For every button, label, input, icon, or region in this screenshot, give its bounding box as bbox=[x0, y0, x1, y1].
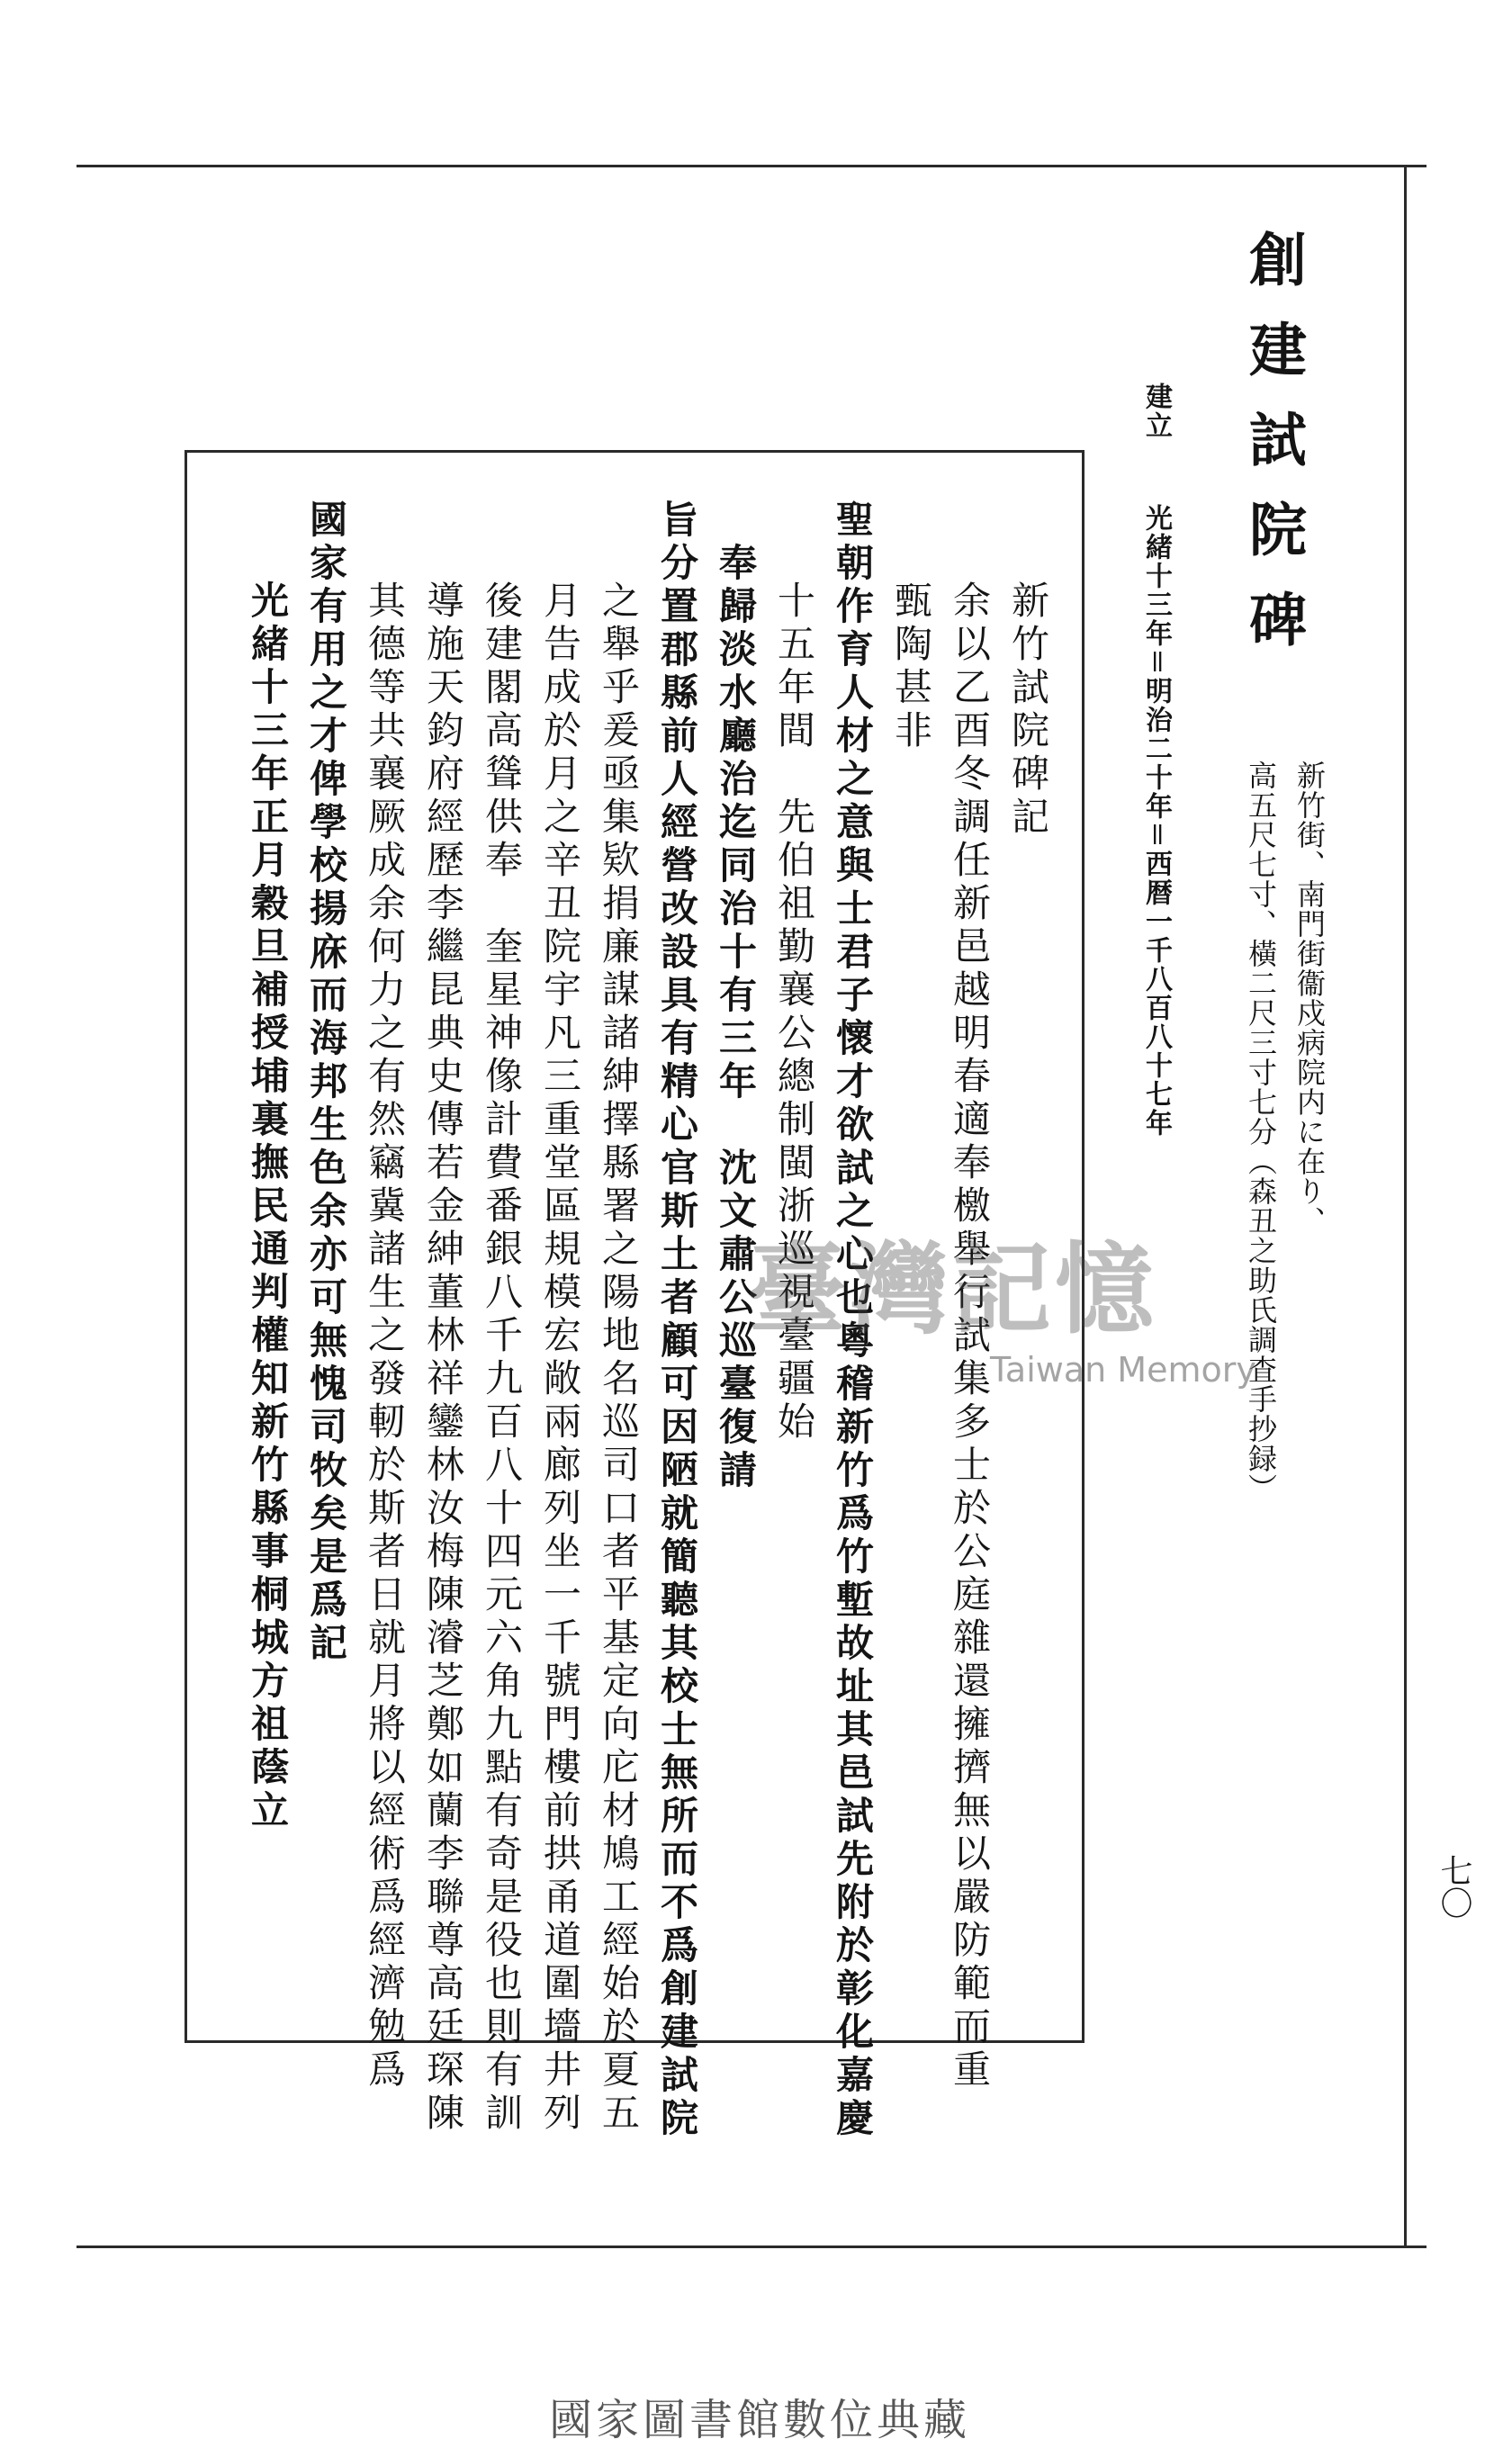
inscription-column: 奉歸淡水廳治迄同治十有三年 沈文肅公巡臺復請 bbox=[714, 543, 758, 1493]
inscription-column: 之舉乎爰亟集欵捐廉謀諸紳擇縣署之陽地名巡司口者平基定向庀材鳩工經始於夏五 bbox=[597, 580, 641, 2136]
inscription-column: 導施天鈞府經歷李繼昆典史傳若金紳董林祥鑾林汝梅陳濬芝鄭如蘭李聯尊高廷琛陳 bbox=[421, 580, 465, 2136]
inscription-column: 余以乙酉冬調任新邑越明春適奉檄舉行試集多士於公庭雜還擁擠無以嚴防範而重 bbox=[948, 580, 992, 2092]
inscription-column: 十五年間 先伯祖勤襄公總制閩浙巡視臺疆始 bbox=[772, 580, 816, 1444]
watermark-logo: 臺灣記憶 bbox=[747, 1231, 1157, 1347]
location-line-2: 高五尺七寸、橫二尺三寸七分（森丑之助氏調査手抄録） bbox=[1244, 760, 1278, 1503]
inscription-column: 聖朝作育人材之意與士君子懷才欲試之心也粵稽新竹爲竹塹故址其邑試先附於彰化嘉慶 bbox=[831, 500, 875, 2141]
location-line-1: 新竹街、南門街衞戍病院内に在り、 bbox=[1292, 760, 1327, 1236]
inscription-column: 後建閣高聳供奉 奎星神像計費番銀八千九百八十四元六角九點有奇是役也則有訓 bbox=[480, 580, 524, 2136]
page-title: 創建試院碑 bbox=[1239, 230, 1307, 680]
watermark-caption: Taiwan Memory bbox=[990, 1350, 1256, 1390]
right-rule bbox=[1404, 165, 1407, 2248]
erection-date: 光緒十三年＝明治二十年＝西暦一千八百八十七年 bbox=[1140, 504, 1172, 1138]
page-number: 七〇 bbox=[1436, 1854, 1472, 1919]
inscription-column: 國家有用之才俾學校揚庥而海邦生色余亦可無愧司牧矣是爲記 bbox=[304, 500, 348, 1666]
inscription-column: 月告成於月之辛丑院宇凡三重堂區規模宏敞兩廊列坐一千號門樓前拱甬道圍墻井列 bbox=[538, 580, 582, 2136]
erection-label: 建立 bbox=[1140, 382, 1172, 440]
top-rule bbox=[76, 165, 1426, 167]
bottom-rule bbox=[76, 2246, 1426, 2248]
inscription-column: 新竹試院碑記 bbox=[1006, 580, 1050, 840]
inscription-column: 其德等共襄厥成余何力之有然竊冀諸生之發軔於斯者日就月將以經術爲經濟勉爲 bbox=[363, 580, 407, 2092]
inscription-column: 光緒十三年正月穀旦補授埔裏撫民通判權知新竹縣事桐城方祖蔭立 bbox=[246, 580, 290, 1833]
inscription-column: 旨分置郡縣前人經營改設具有精心官斯土者顧可因陋就簡聽其校士無所而不爲創建試院 bbox=[655, 500, 699, 2141]
inscription-column: 甄陶甚非 bbox=[889, 580, 933, 753]
library-footer: 國家圖書館數位典藏 bbox=[549, 2395, 971, 2445]
